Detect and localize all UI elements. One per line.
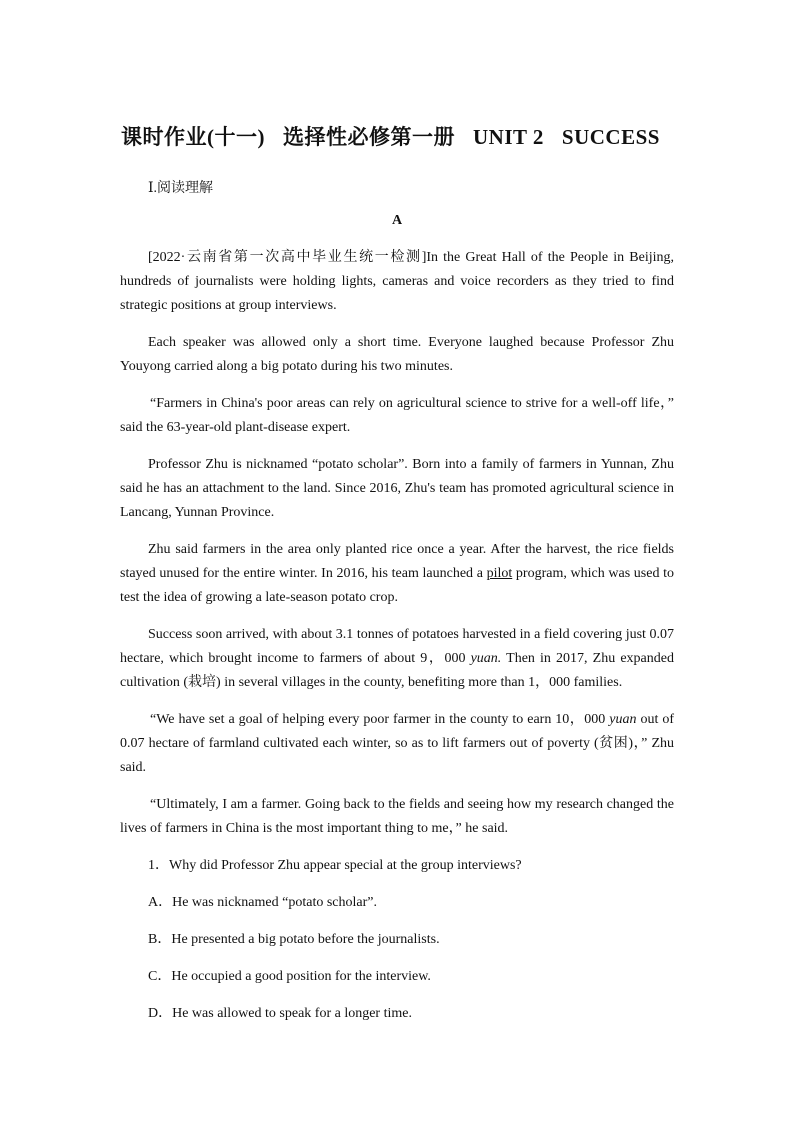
title-part-3: UNIT 2 — [473, 125, 544, 149]
paragraph-6 — [120, 623, 674, 695]
passage-body — [120, 246, 674, 1039]
paragraph-7-italic: yuan — [609, 712, 637, 727]
option-b[interactable]: B．He presented a big potato before the journalists. — [148, 932, 440, 947]
paragraph-8: “Ultimately, I am a farmer. Going back to the fields and seeing how my research changed the lives of farmers in China is the most important thing to me，” he said. — [120, 797, 674, 836]
paragraph-5-text-b: program, which was used to test the idea of growing a late-season potato crop. — [120, 566, 675, 605]
paragraph-5 — [120, 538, 674, 610]
option-d[interactable]: D．He was allowed to speak for a longer time. — [148, 1006, 412, 1021]
passage-label: A — [391, 213, 403, 228]
page-title — [121, 121, 660, 151]
paragraph-1: [2022·云南省第一次高中毕业生统一检测]In the Great Hall of the People in Beijing, hundreds of journalists were holding lights, cameras and voice recorders as they tried to find strategic positions at group interviews. — [120, 250, 674, 313]
paragraph-4: Professor Zhu is nicknamed “potato scholar”. Born into a family of farmers in Yunnan, Zhu said he has an attachment to the land. Since 2016, Zhu's team has promoted agricultural science in Lancang, Yunnan Province. — [120, 457, 674, 520]
paragraph-6-text-b: Then in 2017, Zhu expanded cultivation (栽培) in several villages in the county, benefiting more than 1，000 families. — [120, 651, 674, 690]
paragraph-7 — [120, 708, 674, 780]
title-part-1: 课时作业(十一) — [121, 125, 265, 149]
option-a[interactable]: A．He was nicknamed “potato scholar”. — [148, 895, 377, 910]
question-stem: 1．Why did Professor Zhu appear special at the group interviews? — [148, 858, 522, 873]
paragraph-7-text-a: “We have set a goal of helping every poor farmer in the county to earn 10，000 — [150, 712, 610, 727]
underlined-word-pilot: pilot — [486, 566, 513, 581]
paragraph-7-text-b: out of 0.07 hectare of farmland cultivated each winter, so as to lift farmers out of poverty (贫困)，” Zhu said. — [120, 712, 674, 775]
option-c[interactable]: C．He occupied a good position for the interview. — [148, 969, 431, 984]
paragraph-2: Each speaker was allowed only a short time. Everyone laughed because Professor Zhu Youyong carried along a big potato during his two minutes. — [120, 335, 674, 374]
paragraph-5-text-a: Zhu said farmers in the area only planted rice once a year. After the harvest, the rice fields stayed unused for the entire winter. In 2016, his team launched a — [120, 542, 674, 581]
paragraph-6-italic: yuan. — [470, 651, 502, 666]
title-part-4: SUCCESS — [561, 125, 660, 149]
paragraph-3: “Farmers in China's poor areas can rely on agricultural science to strive for a well-off life，” said the 63-year-old plant-disease expert. — [120, 396, 674, 435]
paragraph-6-text-a: Success soon arrived, with about 3.1 tonnes of potatoes harvested in a field covering just 0.07 hectare, which brought income to farmers of about 9，000 — [120, 627, 674, 666]
title-part-2: 选择性必修第一册 — [283, 125, 455, 149]
section-label: Ⅰ.阅读理解 — [148, 181, 214, 196]
